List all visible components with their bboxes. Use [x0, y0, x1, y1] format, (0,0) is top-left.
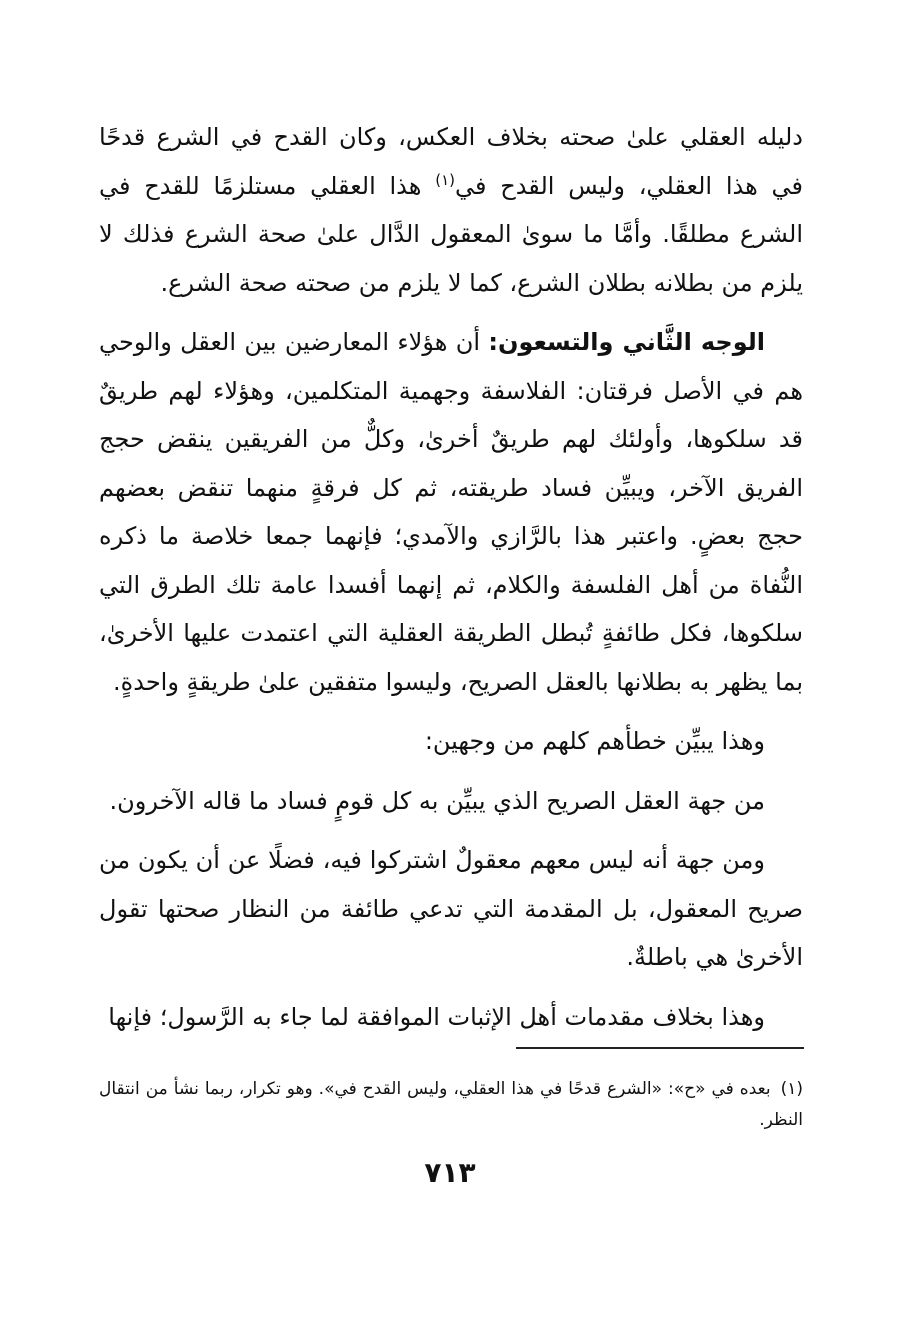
paragraph-1-text-b: هذا العقلي مستلزمًا للقدح في الشرع مطلقًا. وأمَّا ما سوىٰ المعقول الدَّال علىٰ صحة الشرع فذلك لا يلزم من بطلانه بطلان الشرع، كما لا يلزم من صحته صحة الشرع. [99, 171, 803, 297]
paragraph-5: ومن جهة أنه ليس معهم معقولٌ اشتركوا فيه، فضلًا عن أن يكون من صريح المعقول، بل المقدمة التي تدعي طائفة من النظار صحتها تقول الأخرىٰ هي باطلةٌ. [99, 846, 803, 971]
footnote [99, 1074, 803, 1136]
main-text [99, 113, 803, 1041]
footnote-number: (١) [780, 1079, 803, 1099]
paragraph-2 [99, 318, 803, 706]
footnote-divider [516, 1047, 804, 1049]
footnote-text: بعده في «ح»: «الشرع قدحًا في هذا العقلي، وليس القدح في». وهو تكرار، ربما نشأ من انتقال النظر. [99, 1079, 803, 1130]
paragraph-6: وهذا بخلاف مقدمات أهل الإثبات الموافقة لما جاء به الرَّسول؛ فإنها [108, 1002, 765, 1031]
paragraph-1-text-a: دليله العقلي علىٰ صحته بخلاف العكس، وكان القدح في الشرع قدحًا في هذا العقلي، وليس القدح في [99, 123, 803, 200]
section-heading: الوجه الثَّاني والتسعون: [488, 328, 765, 356]
paragraph-2-text: أن هؤلاء المعارضين بين العقل والوحي هم في الأصل فرقتان: الفلاسفة وجهمية المتكلمين، وهؤلاء لهم طريقٌ قد سلكوها، وأولئك لهم طريقٌ أخرىٰ، وكلٌّ من الفريقين ينقض حجج الفريق الآخر، ويبيِّن فساد طريقته، ثم كل فرقةٍ منهما تنقض بعضهم حجج بعضٍ. واعتبر هذا بالرَّازي والآمدي؛ فإنهما جمعا خلاصة ما ذكره النُّفاة من أهل الفلسفة والكلام، ثم إنهما أفسدا عامة تلك الطرق التي سلكوها، فكل طائفةٍ تُبطل الطريقة العقلية التي اعتمدت عليها الأخرىٰ، بما يظهر به بطلانها بالعقل الصريح، وليسوا متفقين علىٰ طريقةٍ واحدةٍ. [99, 328, 803, 696]
footnote-reference: (١) [435, 170, 455, 189]
page-number: ٧١٣ [424, 1156, 476, 1189]
paragraph-4: من جهة العقل الصريح الذي يبيِّن به كل قومٍ فساد ما قاله الآخرون. [109, 786, 765, 815]
paragraph-3: وهذا يبيِّن خطأهم كلهم من وجهين: [424, 727, 765, 755]
paragraph-1 [99, 113, 803, 307]
